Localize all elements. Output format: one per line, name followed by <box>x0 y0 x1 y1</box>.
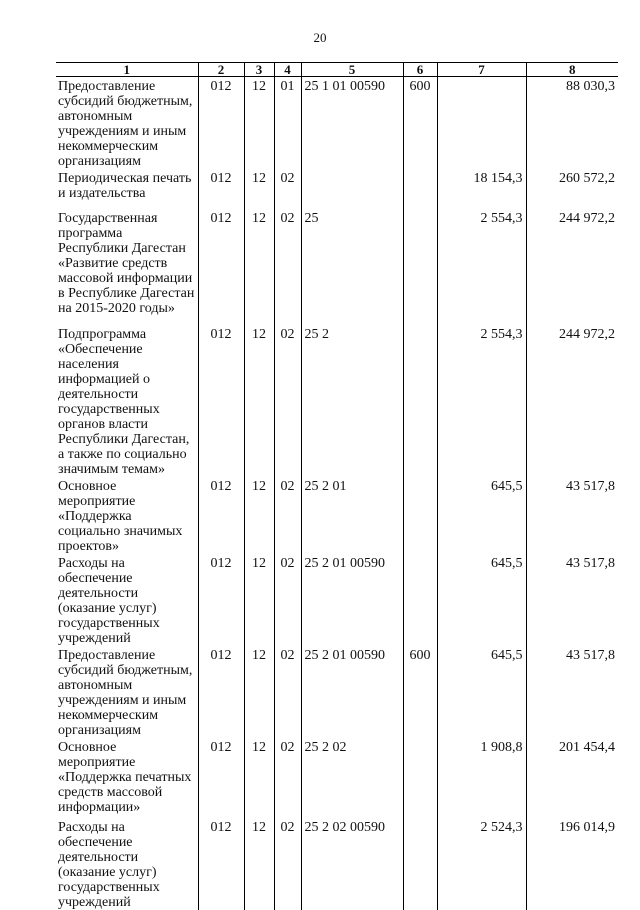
cell-ministry-code: 012 <box>198 477 244 554</box>
row-name: Предоставление субсидий бюджетным, автономным учреждениям и иным некоммерческим организациям <box>58 79 193 169</box>
cell-target-article: 25 1 01 00590 <box>301 77 403 170</box>
cell-amount-total: 43 517,8 <box>526 477 618 554</box>
cell-subsection: 02 <box>274 646 301 738</box>
cell-subsection: 02 <box>274 477 301 554</box>
cell-section: 12 <box>244 477 274 554</box>
cell-amount-change: 645,5 <box>437 477 526 554</box>
cell-target-article: 25 <box>301 209 403 325</box>
row-name: Основное мероприятие «Поддержка социально значимых проектов» <box>58 479 183 554</box>
cell-amount-total: 201 454,4 <box>526 738 618 818</box>
table-row <box>56 169 618 209</box>
cell-ministry-code: 012 <box>198 325 244 477</box>
cell-ministry-code: 012 <box>198 169 244 209</box>
cell-target-article: 25 2 01 00590 <box>301 646 403 738</box>
cell-target-article: 25 2 01 <box>301 477 403 554</box>
row-name: Государственная программа Республики Дагестан «Развитие средств массовой информации в Республике Дагестан на 2015-2020 годы» <box>58 211 195 316</box>
table-row <box>56 646 618 738</box>
cell-section: 12 <box>244 169 274 209</box>
cell-amount-total: 43 517,8 <box>526 554 618 646</box>
column-header: 3 <box>244 63 274 77</box>
cell-expense-type <box>403 477 437 554</box>
cell-amount-change: 2 524,3 <box>437 818 526 910</box>
row-name: Основное мероприятие «Поддержка печатных средств массовой информации» <box>58 740 192 815</box>
cell-expense-type <box>403 818 437 910</box>
cell-amount-change: 1 908,8 <box>437 738 526 818</box>
cell-section: 12 <box>244 738 274 818</box>
column-header: 6 <box>403 63 437 77</box>
cell-subsection: 01 <box>274 77 301 170</box>
cell-ministry-code: 012 <box>198 554 244 646</box>
column-header: 8 <box>526 63 618 77</box>
cell-amount-total: 244 972,2 <box>526 209 618 325</box>
cell-expense-type <box>403 169 437 209</box>
cell-target-article: 25 2 02 <box>301 738 403 818</box>
cell-subsection: 02 <box>274 169 301 209</box>
cell-expense-type: 600 <box>403 646 437 738</box>
table-row <box>56 554 618 646</box>
cell-amount-total: 88 030,3 <box>526 77 618 170</box>
column-header: 4 <box>274 63 301 77</box>
cell-subsection: 02 <box>274 818 301 910</box>
cell-target-article: 25 2 02 00590 <box>301 818 403 910</box>
cell-subsection: 02 <box>274 554 301 646</box>
cell-subsection: 02 <box>274 325 301 477</box>
cell-amount-change: 18 154,3 <box>437 169 526 209</box>
row-name: Предоставление субсидий бюджетным, автономным учреждениям и иным некоммерческим организациям <box>58 648 193 738</box>
cell-expense-type <box>403 325 437 477</box>
row-name: Подпрограмма «Обеспечение населения информацией о деятельности государственных органов власти Республики Дагестан, а также по социально значимым темам» <box>58 327 190 477</box>
column-header: 2 <box>198 63 244 77</box>
cell-target-article: 25 2 <box>301 325 403 477</box>
cell-ministry-code: 012 <box>198 646 244 738</box>
table-row <box>56 325 618 477</box>
table-row <box>56 818 618 910</box>
cell-amount-change: 2 554,3 <box>437 209 526 325</box>
cell-subsection: 02 <box>274 209 301 325</box>
cell-section: 12 <box>244 818 274 910</box>
header-row <box>56 63 618 77</box>
table-row <box>56 209 618 325</box>
cell-subsection: 02 <box>274 738 301 818</box>
cell-amount-change: 645,5 <box>437 646 526 738</box>
cell-amount-change: 2 554,3 <box>437 325 526 477</box>
cell-ministry-code: 012 <box>198 77 244 170</box>
row-name: Расходы на обеспечение деятельности (оказание услуг) государственных учреждений <box>58 556 160 646</box>
cell-ministry-code: 012 <box>198 209 244 325</box>
cell-amount-total: 244 972,2 <box>526 325 618 477</box>
cell-expense-type <box>403 554 437 646</box>
table-row <box>56 738 618 818</box>
row-name: Периодическая печать и издательства <box>58 171 192 201</box>
cell-ministry-code: 012 <box>198 818 244 910</box>
page-number: 20 <box>313 30 327 45</box>
column-header: 1 <box>56 63 198 77</box>
cell-target-article: 25 2 01 00590 <box>301 554 403 646</box>
cell-section: 12 <box>244 77 274 170</box>
cell-expense-type <box>403 738 437 818</box>
cell-amount-change: 645,5 <box>437 554 526 646</box>
cell-section: 12 <box>244 325 274 477</box>
cell-amount-change <box>437 77 526 170</box>
row-name: Расходы на обеспечение деятельности (оказание услуг) государственных учреждений <box>58 820 160 910</box>
cell-amount-total: 260 572,2 <box>526 169 618 209</box>
cell-ministry-code: 012 <box>198 738 244 818</box>
column-header: 7 <box>437 63 526 77</box>
cell-amount-total: 43 517,8 <box>526 646 618 738</box>
table-row <box>56 77 618 170</box>
table-row <box>56 477 618 554</box>
budget-table <box>56 62 618 910</box>
cell-section: 12 <box>244 646 274 738</box>
cell-amount-total: 196 014,9 <box>526 818 618 910</box>
cell-expense-type <box>403 209 437 325</box>
cell-section: 12 <box>244 554 274 646</box>
cell-section: 12 <box>244 209 274 325</box>
column-header: 5 <box>301 63 403 77</box>
cell-expense-type: 600 <box>403 77 437 170</box>
cell-target-article <box>301 169 403 209</box>
